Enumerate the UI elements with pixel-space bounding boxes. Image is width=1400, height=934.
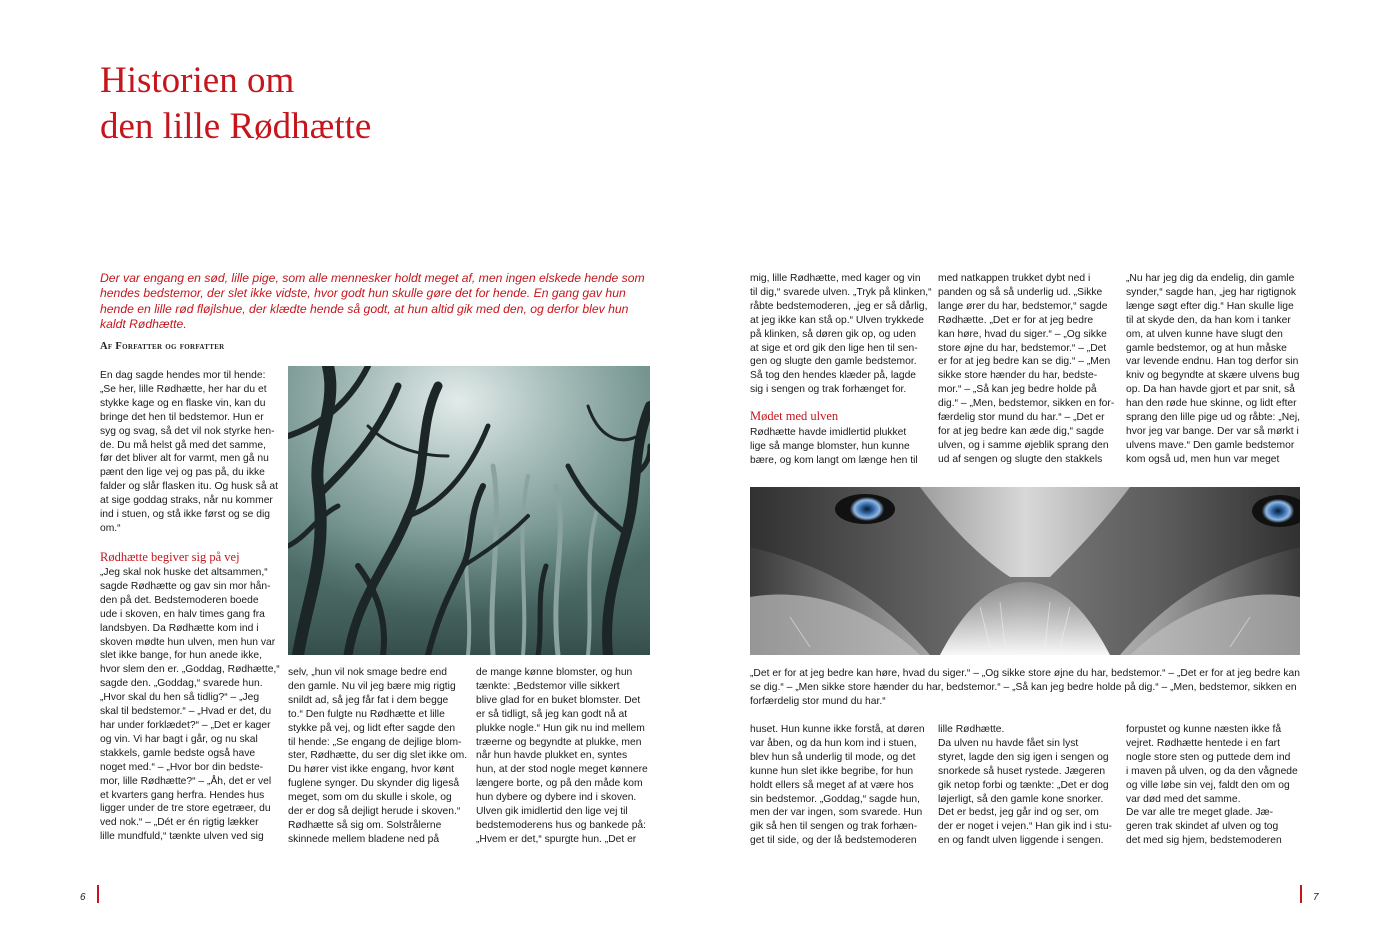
text-line: gik så hen til sengen og trak forhæn- — [750, 821, 918, 833]
page-number-left: 6 — [80, 892, 86, 903]
text-line: Rødhætte havde imidlertid plukket — [750, 427, 907, 438]
text-line: bedstemoderens hus og bankede på: — [476, 819, 647, 831]
text-line: til dig,“ svarede ulven. „Tryk på klinken,“ — [750, 286, 932, 298]
page-number-rule-left — [97, 885, 99, 903]
page-number-right: 7 — [1313, 892, 1319, 903]
right-column-2-bottom — [938, 723, 1112, 848]
text-line: blive glad for en buket blomster. Det — [476, 694, 641, 706]
text-line: plukke nogle.“ Hun gik nu ind mellem — [476, 722, 645, 734]
title-line-2: den lille Rødhætte — [100, 106, 372, 147]
text-line: løjerligt, så den gamle kone snorker. — [938, 793, 1104, 805]
text-line: Så tog den hendes klæder på, lagde — [750, 370, 917, 382]
text-line: råbte bedstemoderen, „jeg er så dårlig, — [750, 300, 928, 312]
text-line: vejret. Rødhætte hentede i en fart — [1126, 737, 1280, 749]
text-line: det med sig hjem, bedstemoderen — [1126, 835, 1282, 847]
text-line: mor.“ – „Så kan jeg bedre holde på — [938, 384, 1097, 396]
text-line: kom også ud, men hun var meget — [1126, 453, 1280, 465]
text-line: han den røde hue skinne, og lidt efter — [1126, 398, 1297, 410]
right-column-3-top — [1126, 272, 1300, 467]
text-line: syg og svag, så det vil nok styrke hen- — [100, 425, 275, 437]
text-line: ligger under de tre store egetræer, du — [100, 803, 271, 815]
text-line: sig i sengen og trak forhænget for. — [750, 384, 907, 396]
text-line: hvor jeg var bange. Der var så mørkt i — [1126, 425, 1299, 437]
title-line-1: Historien om — [100, 60, 295, 101]
text-line: pænt den lige vej og pas på, du ikke — [100, 467, 265, 479]
text-line: to.“ Den fulgte nu Rødhætte et lille — [288, 708, 445, 720]
text-line: noget med.“ – „Hvor bor din bedste- — [100, 761, 264, 773]
text-line: mor, lille Rødhætte?“ – „Åh, det er vel — [100, 775, 272, 787]
text-line: nogle store sten og puttede dem ind — [1126, 751, 1291, 763]
text-line: skoven mødte hun ulven, men hun var — [100, 636, 276, 648]
text-line: snildt ad, så jeg får fat i dem begge — [288, 694, 449, 706]
right-column-1-sub — [750, 426, 918, 468]
left-column-3 — [476, 666, 648, 847]
text-line: „Jeg skal nok huske det altsammen,“ — [100, 567, 268, 578]
text-line: meget, som om du skulle i skole, og — [288, 792, 452, 804]
text-line: ude i skoven, en halv times gang fra — [100, 608, 265, 620]
text-line: „Hvor skal du hen så tidlig?“ – „Jeg — [100, 692, 260, 704]
text-line: ved nok.“ – „Dét er én rigtig lækker — [100, 817, 259, 829]
text-line: og ville løbe sin vej, faldt den om og — [1126, 779, 1290, 791]
text-line: sikke store hænder du har, bedste- — [938, 370, 1098, 382]
text-line: ulven, og i samme øjeblik sprang den — [938, 439, 1109, 451]
text-line: gik netop forbi og tænkte: „Det er dog — [938, 779, 1109, 791]
text-line: et kvarters gang herfra. Hendes hus — [100, 789, 265, 801]
text-line: De var alle tre meget glade. Jæ- — [1126, 807, 1274, 819]
text-line: træerne og begyndte at plukke, men — [476, 736, 642, 748]
text-line: hvor slem den er. „Goddag, Rødhætte,“ — [100, 664, 280, 676]
forest-image — [288, 366, 650, 655]
text-line: store øjne du har, bedstemor.“ – „Det — [938, 342, 1107, 354]
wolf-eyes-image — [750, 487, 1300, 655]
wolf-image-caption — [750, 667, 1300, 709]
text-line: fuglene synger. Du skynder dig ligeså — [288, 778, 460, 790]
byline: Af Forfatter og forfatter — [100, 341, 225, 352]
text-line: til hende: „Se engang de dejlige blom- — [288, 736, 462, 748]
text-line: Da ulven nu havde fået sin lyst — [938, 737, 1079, 749]
text-line: skal til bedstemor.“ – „Hvad er det, du — [100, 706, 272, 718]
text-line: styret, lagde den sig igen i sengen og — [938, 751, 1109, 763]
text-line: var død med det samme. — [1126, 793, 1241, 805]
text-line: lange ører du har, bedstemor,“ sagde — [938, 300, 1108, 312]
text-line: stykke kage og en flaske vin, kan du — [100, 397, 266, 409]
text-line: er så tidligt, så jeg kan godt nå at — [476, 708, 628, 720]
text-line: var levende endnu. Han tog derfor sin — [1126, 356, 1299, 368]
text-line: „Se her, lille Rødhætte, her har du et — [100, 383, 267, 395]
text-line: „Hvem er det,“ spurgte hun. „Det er — [476, 833, 637, 845]
text-line: En dag sagde hendes mor til hende: — [100, 370, 266, 381]
text-line: at sige goddag straks, når nu kommer — [100, 495, 273, 507]
text-line: forpustet og kunne næsten ikke få — [1126, 724, 1282, 735]
text-line: Rødhætte så sig om. Solstrålerne — [288, 819, 442, 831]
text-line: get til side, og der lå bedstemoderen — [750, 835, 917, 847]
right-column-1-bottom — [750, 723, 925, 848]
text-line: stykke på vej, og lidt efter sagde den — [288, 722, 456, 734]
text-line: Ulven gik imidlertid den lige vej til — [476, 806, 628, 818]
text-line: selv, „hun vil nok smage bedre end — [288, 667, 447, 678]
text-line: at sige et ord gik den lige hen til sen- — [750, 342, 918, 354]
text-line: synder,“ sagde han, „jeg har rigtignok — [1126, 286, 1296, 298]
text-line: om, at ulven kunne have slugt den — [1126, 328, 1283, 340]
text-line: bære, og kom langt om længe hen til — [750, 454, 918, 466]
text-line: om.“ — [100, 522, 121, 534]
text-line: den på det. Bedstemoderen boede — [100, 594, 259, 606]
text-line: lille Rødhætte. — [938, 724, 1005, 735]
text-line: lige så mange blomster, hun kunne — [750, 440, 910, 452]
left-column-2 — [288, 666, 467, 847]
text-line: lille mundfuld,“ tænkte ulven ved sig — [100, 831, 264, 843]
text-line: forfærdelig stor mund du har.“ — [750, 695, 886, 707]
text-line: men der var ingen, som svarede. Hun — [750, 807, 923, 819]
left-column-1-top — [100, 369, 278, 536]
text-line: bringe det hen til bedstemor. Hun er — [100, 411, 264, 423]
text-line: stakkels, gamle bedste også have — [100, 747, 256, 759]
text-line: før det bliver alt for varmt, men gå nu — [100, 453, 269, 465]
text-line: ulvens mave.“ Den gamle bedstemor — [1126, 439, 1295, 451]
right-column-2-top — [938, 272, 1114, 467]
text-line: sagde Rødhætte og gav sin mor hån- — [100, 580, 271, 592]
text-line: sin bedstemor. „Goddag,“ sagde hun, — [750, 793, 921, 805]
text-line: skinnede mellem bladene ned på — [288, 833, 440, 845]
right-column-1-top — [750, 272, 932, 397]
text-line: sprang den lille pige ud og råbte: „Nej, — [1126, 412, 1301, 424]
page-number-rule-right — [1300, 885, 1302, 903]
text-line: er for at jeg bedre kan se dig.“ – „Men — [938, 356, 1111, 368]
text-line: ster, Rødhætte, du ser dig slet ikke om. — [288, 750, 468, 762]
text-line: for at jeg bedre kan æde dig,“ sagde — [938, 425, 1105, 437]
right-column-3-bottom — [1126, 723, 1298, 848]
text-line: længe søgt efter dig.“ Han skulle lige — [1126, 300, 1294, 312]
text-line: gen og slugte den gamle bedstemor. — [750, 356, 917, 368]
text-line: huset. Hun kunne ikke forstå, at døren — [750, 724, 925, 735]
text-line: holdt ellers så meget af at være hos — [750, 779, 914, 791]
text-line: kunne hun slet ikke begribe, for hun — [750, 765, 914, 777]
page-title — [100, 58, 371, 150]
text-line: har under forklædet?“ – „Det er kager — [100, 719, 271, 731]
text-line: sagde den. „Goddag,“ svarede hun. — [100, 678, 263, 690]
text-line: en og fandt ulven liggende i sengen. — [938, 835, 1104, 847]
text-line: hun dybere og dybere ind i skoven. — [476, 792, 637, 804]
text-line: dig.“ – „Men, bedstemor, sikken en for- — [938, 398, 1115, 410]
text-line: hun, at der stod nogle meget kønnere — [476, 764, 648, 776]
text-line: „Det er for at jeg bedre kan høre, hvad du siger.“ – „Og sikke store øjne du har, bedstemor.“ – „Det er for at jeg bedre kan — [750, 668, 1301, 679]
text-line: Det er bedst, jeg går ind og ser, om — [938, 807, 1099, 819]
text-line: se dig.“ – „Men sikke store hænder du har, bedstemor.“ – „Så kan jeg bedre holde på dig.“ – „Men, bedstemor, sikken en — [750, 681, 1297, 693]
text-line: Du hører vist ikke engang, hvor kønt — [288, 764, 454, 776]
text-line: kan høre, hvad du siger.“ – „Og sikke — [938, 328, 1107, 340]
text-line: ind i stuen, og stå ikke først og se dig — [100, 509, 270, 521]
text-line: blev hun så underlig til mode, og det — [750, 751, 916, 763]
text-line: op. Da han havde gjort et par snit, så — [1126, 384, 1295, 396]
text-line: de mange kønne blomster, og hun — [476, 667, 633, 678]
text-line: at jeg ikke kan stå op.“ Ulven trykkede — [750, 314, 924, 326]
text-line: panden og så så underlig ud. „Sikke — [938, 286, 1103, 298]
text-line: „Nu har jeg dig da endelig, din gamle — [1126, 273, 1295, 284]
text-line: i maven på ulven, og da den vågnede — [1126, 765, 1298, 777]
text-line: der er noget i vejen.“ Han gik ind i stu- — [938, 821, 1112, 833]
text-line: geren trak skindet af ulven og tog — [1126, 821, 1279, 833]
text-line: når hun havde plukket en, syntes — [476, 750, 628, 762]
text-line: tænkte: „Bedstemor ville sikkert — [476, 680, 620, 692]
text-line: med natkappen trukket dybt ned i — [938, 273, 1091, 284]
text-line: kniv og begyndte at skære ulvens bug — [1126, 370, 1300, 382]
text-line: og vin. Vi har bagt i går, og nu skal — [100, 733, 258, 745]
text-line: Rødhætte. „Det er for at jeg bedre — [938, 314, 1094, 326]
text-line: på klinken, så døren gik op, og uden — [750, 328, 917, 340]
text-line: længere borte, og på den måde kom — [476, 778, 643, 790]
text-line: ud af sengen og slugte den stakkels — [938, 453, 1103, 465]
text-line: mig, lille Rødhætte, med kager og vin — [750, 273, 921, 284]
subheading-moedet-med-ulven: Mødet med ulven — [750, 409, 839, 423]
text-line: de. Du må helst gå med det samme, — [100, 439, 266, 451]
text-line: der er dog så dejligt herude i skoven.“ — [288, 806, 461, 818]
text-line: den gamle. Nu vil jeg bære mig rigtig — [288, 680, 456, 692]
text-line: til at skyde den, da han kom i tanker — [1126, 314, 1291, 326]
text-line: gamle bedstemor, og at hun måske — [1126, 342, 1287, 354]
text-line: var åben, og da hun kom ind i stuen, — [750, 737, 917, 749]
text-line: snorkede så huset rystede. Jægeren — [938, 765, 1106, 777]
text-line: færdelig stor mund du har.“ – „Det er — [938, 412, 1105, 424]
subheading-roedhaette-begiver: Rødhætte begiver sig på vej — [100, 550, 240, 564]
left-column-1-bottom — [100, 566, 280, 844]
text-line: landsbyen. Da Rødhætte kom ind i — [100, 622, 259, 634]
text-line: falder og slår flasken itu. Og husk så at — [100, 481, 278, 493]
lead-paragraph: Der var engang en sød, lille pige, som alle mennesker holdt meget af, men ingen elskede hende som hendes bedstemor, der slet ikke vidste, hvor godt hun skulle gøre det for hende. En gang gav hun hende en lille rød fløjlshue, der klædte hende så godt, at hun altid gik med den, og derfor blev hun kaldt Rødhætte. — [100, 271, 645, 332]
text-line: slet ikke bange, for hun anede ikke, — [100, 650, 262, 662]
